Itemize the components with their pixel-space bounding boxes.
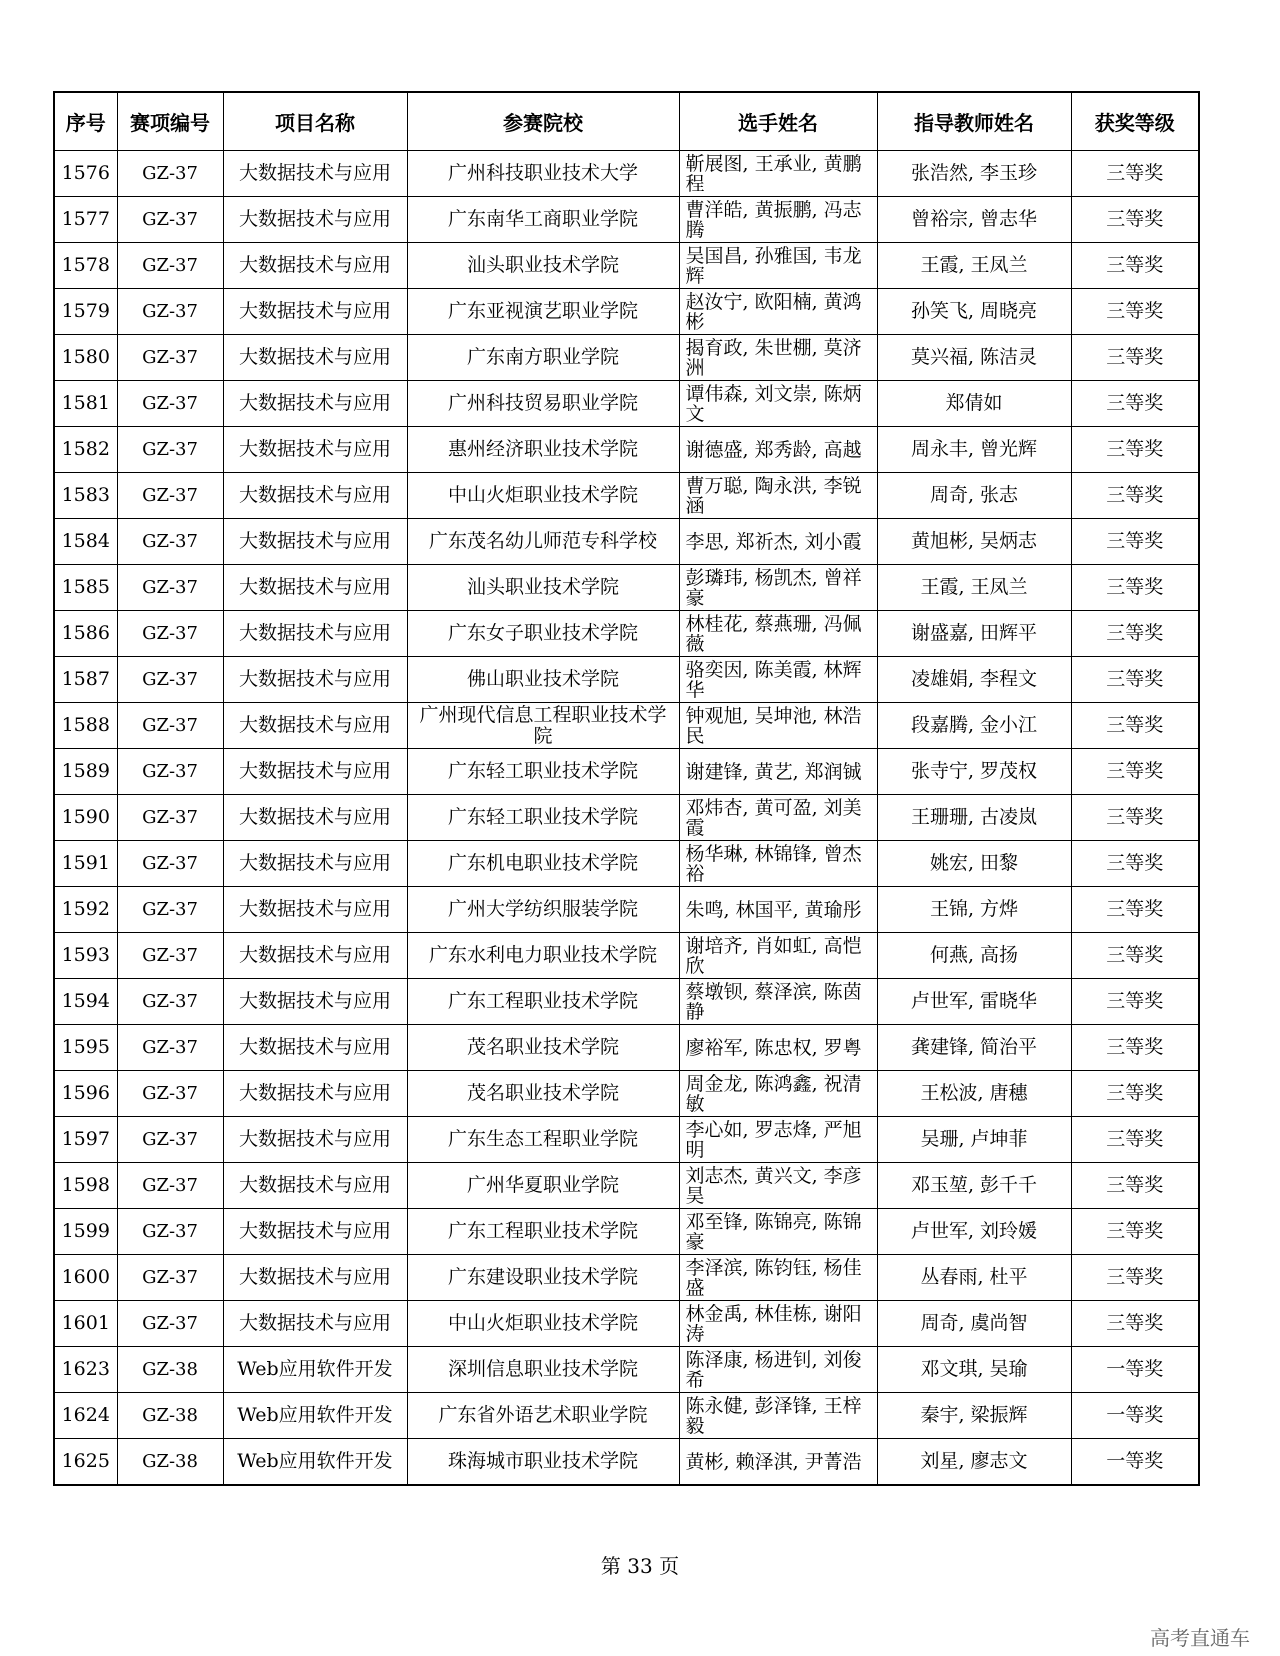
cell-event-code: GZ-37 [117,243,223,289]
cell-players: 钟观旭, 吴坤池, 林浩民 [679,703,877,749]
cell-players: 吴国昌, 孙雅国, 韦龙辉 [679,243,877,289]
cell-instructors: 周奇, 虞尚智 [877,1301,1071,1347]
table-row [54,611,1199,657]
cell-players: 周金龙, 陈鸿鑫, 祝清敏 [679,1071,877,1117]
cell-project-name: 大数据技术与应用 [223,841,407,887]
cell-players: 邓炜杏, 黄可盈, 刘美霞 [679,795,877,841]
cell-school: 广东轻工职业技术学院 [407,795,679,841]
cell-event-code: GZ-37 [117,749,223,795]
cell-index: 1585 [54,565,117,611]
cell-players: 谢建锋, 黄艺, 郑润铖 [679,749,877,795]
cell-instructors: 孙笑飞, 周晓亮 [877,289,1071,335]
cell-school: 深圳信息职业技术学院 [407,1347,679,1393]
cell-instructors: 周永丰, 曾光辉 [877,427,1071,473]
cell-award-level: 三等奖 [1071,611,1199,657]
cell-index: 1591 [54,841,117,887]
cell-school: 珠海城市职业技术学院 [407,1439,679,1486]
cell-school: 广东女子职业技术学院 [407,611,679,657]
cell-school: 广东生态工程职业学院 [407,1117,679,1163]
table-row [54,151,1199,197]
cell-players: 赵汝宁, 欧阳楠, 黄鸿彬 [679,289,877,335]
cell-project-name: Web应用软件开发 [223,1347,407,1393]
cell-project-name: 大数据技术与应用 [223,1071,407,1117]
cell-event-code: GZ-37 [117,1025,223,1071]
cell-award-level: 三等奖 [1071,933,1199,979]
cell-index: 1589 [54,749,117,795]
cell-award-level: 三等奖 [1071,427,1199,473]
cell-award-level: 三等奖 [1071,657,1199,703]
cell-players: 揭育政, 朱世棚, 莫济洲 [679,335,877,381]
cell-instructors: 邓文琪, 吴瑜 [877,1347,1071,1393]
table-row [54,841,1199,887]
cell-index: 1598 [54,1163,117,1209]
cell-event-code: GZ-37 [117,289,223,335]
table-row [54,1301,1199,1347]
cell-award-level: 三等奖 [1071,243,1199,289]
cell-index: 1597 [54,1117,117,1163]
table-row [54,335,1199,381]
cell-project-name: 大数据技术与应用 [223,473,407,519]
cell-players: 刘志杰, 黄兴文, 李彦昊 [679,1163,877,1209]
cell-index: 1576 [54,151,117,197]
cell-instructors: 凌雄娟, 李程文 [877,657,1071,703]
cell-instructors: 张浩然, 李玉珍 [877,151,1071,197]
cell-award-level: 三等奖 [1071,197,1199,243]
cell-index: 1590 [54,795,117,841]
table-row [54,1117,1199,1163]
cell-award-level: 三等奖 [1071,473,1199,519]
cell-index: 1623 [54,1347,117,1393]
cell-players: 陈泽康, 杨进钊, 刘俊希 [679,1347,877,1393]
cell-event-code: GZ-37 [117,381,223,427]
cell-players: 陈永健, 彭泽锋, 王梓毅 [679,1393,877,1439]
cell-players: 李心如, 罗志烽, 严旭明 [679,1117,877,1163]
cell-event-code: GZ-37 [117,335,223,381]
cell-award-level: 三等奖 [1071,151,1199,197]
table-row [54,1347,1199,1393]
cell-project-name: 大数据技术与应用 [223,197,407,243]
cell-award-level: 三等奖 [1071,1163,1199,1209]
cell-index: 1583 [54,473,117,519]
cell-players: 谭伟森, 刘文崇, 陈炳文 [679,381,877,427]
cell-event-code: GZ-37 [117,197,223,243]
cell-instructors: 曾裕宗, 曾志华 [877,197,1071,243]
cell-project-name: 大数据技术与应用 [223,335,407,381]
cell-players: 彭璘玮, 杨凯杰, 曾祥豪 [679,565,877,611]
cell-instructors: 邓玉堃, 彭千千 [877,1163,1071,1209]
cell-event-code: GZ-37 [117,427,223,473]
cell-award-level: 三等奖 [1071,841,1199,887]
cell-instructors: 丛春雨, 杜平 [877,1255,1071,1301]
cell-index: 1625 [54,1439,117,1486]
cell-event-code: GZ-37 [117,565,223,611]
cell-school: 广东省外语艺术职业学院 [407,1393,679,1439]
cell-project-name: 大数据技术与应用 [223,933,407,979]
cell-project-name: 大数据技术与应用 [223,427,407,473]
cell-instructors: 谢盛嘉, 田辉平 [877,611,1071,657]
cell-project-name: 大数据技术与应用 [223,657,407,703]
cell-award-level: 三等奖 [1071,1071,1199,1117]
table-row [54,1209,1199,1255]
cell-school: 广东工程职业技术学院 [407,1209,679,1255]
table-row [54,1071,1199,1117]
header-project-name: 项目名称 [223,92,407,151]
cell-project-name: 大数据技术与应用 [223,1163,407,1209]
cell-index: 1580 [54,335,117,381]
cell-players: 杨华琳, 林锦锋, 曾杰裕 [679,841,877,887]
cell-school: 广州科技职业技术大学 [407,151,679,197]
cell-index: 1578 [54,243,117,289]
cell-event-code: GZ-37 [117,979,223,1025]
cell-school: 茂名职业技术学院 [407,1025,679,1071]
cell-players: 曹万聪, 陶永洪, 李锐涵 [679,473,877,519]
cell-instructors: 莫兴福, 陈洁灵 [877,335,1071,381]
cell-school: 汕头职业技术学院 [407,243,679,289]
table-row [54,243,1199,289]
cell-instructors: 张寺宁, 罗茂权 [877,749,1071,795]
cell-event-code: GZ-38 [117,1347,223,1393]
cell-instructors: 姚宏, 田黎 [877,841,1071,887]
cell-index: 1579 [54,289,117,335]
cell-school: 茂名职业技术学院 [407,1071,679,1117]
cell-project-name: 大数据技术与应用 [223,611,407,657]
cell-school: 广东建设职业技术学院 [407,1255,679,1301]
cell-index: 1587 [54,657,117,703]
table-row [54,427,1199,473]
cell-players: 李思, 郑祈杰, 刘小霞 [679,519,877,565]
cell-players: 李泽滨, 陈钧钰, 杨佳盛 [679,1255,877,1301]
cell-instructors: 王珊珊, 古凌岚 [877,795,1071,841]
cell-event-code: GZ-37 [117,1255,223,1301]
cell-instructors: 何燕, 高扬 [877,933,1071,979]
cell-players: 林桂花, 蔡燕珊, 冯佩薇 [679,611,877,657]
cell-school: 广东南华工商职业学院 [407,197,679,243]
table-row [54,749,1199,795]
cell-project-name: 大数据技术与应用 [223,703,407,749]
cell-project-name: Web应用软件开发 [223,1393,407,1439]
table-body [54,151,1199,1486]
cell-school: 广东工程职业技术学院 [407,979,679,1025]
cell-project-name: 大数据技术与应用 [223,887,407,933]
cell-index: 1599 [54,1209,117,1255]
cell-instructors: 王霞, 王凤兰 [877,565,1071,611]
cell-instructors: 王松波, 唐穗 [877,1071,1071,1117]
cell-school: 中山火炬职业技术学院 [407,473,679,519]
cell-instructors: 王霞, 王凤兰 [877,243,1071,289]
header-event-code: 赛项编号 [117,92,223,151]
cell-project-name: 大数据技术与应用 [223,795,407,841]
cell-school: 中山火炬职业技术学院 [407,1301,679,1347]
cell-award-level: 三等奖 [1071,887,1199,933]
table-row [54,381,1199,427]
cell-event-code: GZ-37 [117,657,223,703]
cell-award-level: 三等奖 [1071,565,1199,611]
cell-project-name: Web应用软件开发 [223,1439,407,1486]
cell-event-code: GZ-37 [117,1117,223,1163]
cell-event-code: GZ-38 [117,1439,223,1486]
header-players: 选手姓名 [679,92,877,151]
table-row [54,1163,1199,1209]
cell-players: 黄彬, 赖泽淇, 尹菁浩 [679,1439,877,1486]
cell-instructors: 周奇, 张志 [877,473,1071,519]
table-row [54,197,1199,243]
cell-school: 广东水利电力职业技术学院 [407,933,679,979]
cell-index: 1588 [54,703,117,749]
cell-school: 广州现代信息工程职业技术学院 [407,703,679,749]
cell-instructors: 郑倩如 [877,381,1071,427]
awards-table [53,91,1200,1486]
cell-index: 1593 [54,933,117,979]
header-index: 序号 [54,92,117,151]
cell-school: 广东机电职业技术学院 [407,841,679,887]
cell-players: 谢德盛, 郑秀龄, 高越 [679,427,877,473]
table-row [54,1025,1199,1071]
cell-instructors: 黄旭彬, 吴炳志 [877,519,1071,565]
table-row [54,657,1199,703]
cell-project-name: 大数据技术与应用 [223,565,407,611]
cell-project-name: 大数据技术与应用 [223,1209,407,1255]
watermark-text: 高考直通车 [1150,1626,1250,1650]
cell-award-level: 一等奖 [1071,1393,1199,1439]
cell-award-level: 三等奖 [1071,703,1199,749]
cell-project-name: 大数据技术与应用 [223,749,407,795]
table-row [54,1393,1199,1439]
cell-award-level: 三等奖 [1071,519,1199,565]
cell-index: 1595 [54,1025,117,1071]
cell-instructors: 段嘉腾, 金小江 [877,703,1071,749]
page-number: 第 33 页 [600,1554,680,1578]
cell-index: 1600 [54,1255,117,1301]
cell-school: 广东轻工职业技术学院 [407,749,679,795]
header-award-level: 获奖等级 [1071,92,1199,151]
cell-players: 曹洋皓, 黄振鹏, 冯志腾 [679,197,877,243]
cell-award-level: 三等奖 [1071,289,1199,335]
cell-players: 谢培齐, 肖如虹, 高恺欣 [679,933,877,979]
cell-event-code: GZ-37 [117,1301,223,1347]
cell-players: 蔡墩钡, 蔡泽滨, 陈茵静 [679,979,877,1025]
cell-project-name: 大数据技术与应用 [223,151,407,197]
cell-event-code: GZ-37 [117,473,223,519]
table-row [54,519,1199,565]
cell-index: 1594 [54,979,117,1025]
cell-event-code: GZ-37 [117,703,223,749]
cell-players: 朱鸣, 林国平, 黄瑜彤 [679,887,877,933]
cell-instructors: 王锦, 方烨 [877,887,1071,933]
table-row [54,703,1199,749]
cell-index: 1586 [54,611,117,657]
cell-award-level: 一等奖 [1071,1347,1199,1393]
table-row [54,565,1199,611]
cell-project-name: 大数据技术与应用 [223,519,407,565]
table-header-row [54,92,1199,151]
cell-event-code: GZ-38 [117,1393,223,1439]
cell-index: 1624 [54,1393,117,1439]
cell-index: 1584 [54,519,117,565]
cell-event-code: GZ-37 [117,933,223,979]
cell-players: 林金禹, 林佳栋, 谢阳涛 [679,1301,877,1347]
cell-players: 骆奕因, 陈美霞, 林辉华 [679,657,877,703]
cell-project-name: 大数据技术与应用 [223,1255,407,1301]
cell-event-code: GZ-37 [117,1071,223,1117]
header-instructors: 指导教师姓名 [877,92,1071,151]
header-school: 参赛院校 [407,92,679,151]
cell-players: 邓至锋, 陈锦亮, 陈锦豪 [679,1209,877,1255]
cell-school: 汕头职业技术学院 [407,565,679,611]
cell-award-level: 三等奖 [1071,1255,1199,1301]
table-row [54,933,1199,979]
cell-school: 广东亚视演艺职业学院 [407,289,679,335]
table-row [54,887,1199,933]
cell-instructors: 卢世军, 刘玲媛 [877,1209,1071,1255]
cell-school: 广州科技贸易职业学院 [407,381,679,427]
cell-players: 廖裕军, 陈忠权, 罗粤 [679,1025,877,1071]
cell-project-name: 大数据技术与应用 [223,979,407,1025]
cell-school: 广州华夏职业学院 [407,1163,679,1209]
cell-index: 1596 [54,1071,117,1117]
table-row [54,473,1199,519]
cell-event-code: GZ-37 [117,887,223,933]
cell-index: 1592 [54,887,117,933]
cell-event-code: GZ-37 [117,841,223,887]
cell-award-level: 三等奖 [1071,749,1199,795]
cell-project-name: 大数据技术与应用 [223,1301,407,1347]
cell-instructors: 秦宇, 梁振辉 [877,1393,1071,1439]
cell-school: 广州大学纺织服装学院 [407,887,679,933]
cell-event-code: GZ-37 [117,795,223,841]
cell-instructors: 卢世军, 雷晓华 [877,979,1071,1025]
cell-award-level: 三等奖 [1071,795,1199,841]
cell-index: 1601 [54,1301,117,1347]
cell-event-code: GZ-37 [117,1163,223,1209]
cell-award-level: 三等奖 [1071,1209,1199,1255]
cell-instructors: 龚建锋, 简治平 [877,1025,1071,1071]
cell-index: 1582 [54,427,117,473]
cell-award-level: 三等奖 [1071,1301,1199,1347]
cell-award-level: 三等奖 [1071,335,1199,381]
cell-project-name: 大数据技术与应用 [223,1117,407,1163]
cell-school: 惠州经济职业技术学院 [407,427,679,473]
table-row [54,1439,1199,1486]
table-row [54,979,1199,1025]
cell-project-name: 大数据技术与应用 [223,243,407,289]
cell-school: 佛山职业技术学院 [407,657,679,703]
cell-award-level: 三等奖 [1071,1117,1199,1163]
cell-event-code: GZ-37 [117,151,223,197]
cell-project-name: 大数据技术与应用 [223,1025,407,1071]
cell-project-name: 大数据技术与应用 [223,381,407,427]
cell-event-code: GZ-37 [117,611,223,657]
cell-school: 广东茂名幼儿师范专科学校 [407,519,679,565]
cell-instructors: 吴珊, 卢坤菲 [877,1117,1071,1163]
cell-event-code: GZ-37 [117,519,223,565]
table-row [54,1255,1199,1301]
cell-award-level: 三等奖 [1071,979,1199,1025]
cell-project-name: 大数据技术与应用 [223,289,407,335]
table-row [54,289,1199,335]
cell-instructors: 刘星, 廖志文 [877,1439,1071,1486]
table-row [54,795,1199,841]
cell-index: 1581 [54,381,117,427]
cell-award-level: 三等奖 [1071,1025,1199,1071]
cell-award-level: 三等奖 [1071,381,1199,427]
cell-school: 广东南方职业学院 [407,335,679,381]
cell-event-code: GZ-37 [117,1209,223,1255]
cell-players: 靳展图, 王承业, 黄鹏程 [679,151,877,197]
cell-award-level: 一等奖 [1071,1439,1199,1486]
cell-index: 1577 [54,197,117,243]
